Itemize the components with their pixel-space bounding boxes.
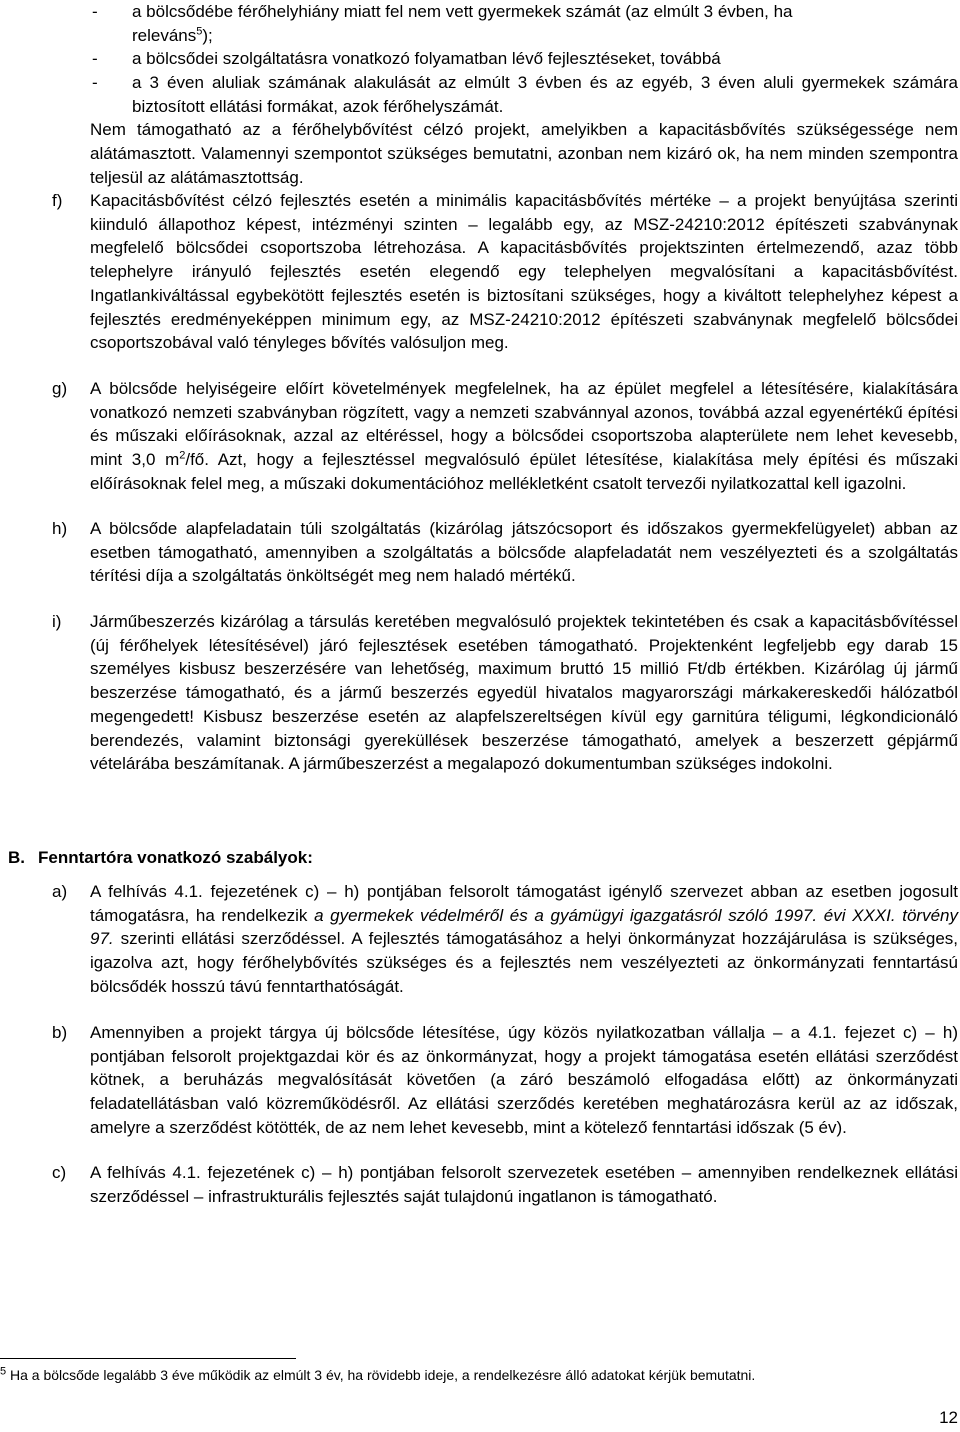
- list-text-tail: );: [202, 25, 213, 45]
- list-text-line-1: releváns: [132, 25, 197, 45]
- list-marker: c): [52, 1163, 67, 1182]
- list-marker: -: [92, 73, 98, 92]
- footnote-divider: [0, 1358, 296, 1359]
- list-marker: f): [52, 191, 63, 210]
- page-number: 12: [939, 1408, 958, 1427]
- list-item-text: Kapacitásbővítést célzó fejlesztés esetén a minimális kapacitásbővítés mértéke – a projekt benyújtása szerinti kiinduló állapothoz képest, intézményi szinten – legalább egy, az MSZ-24210:2012 építészeti szabványnak megfelelő bölcsődei csoportszoba létrehozása. A kapacitásbővítés projektszinten értelmezendő, azaz több telephelyre irányuló fejlesztés esetén elegendő egy telephelyen megvalósítani a kapacitásbővítést. Ingatlankiváltással egybekötött fejlesztés esetén is biztosítani szükséges, hogy a kiváltott telephelyhez képest a fejlesztés eredményeképpen minimum egy, az MSZ-24210:2012 építészeti szabványnak megfelelő bölcsődei csoportszobával való tényleges bővítés valósuljon meg.: [90, 191, 958, 353]
- footnote: [0, 1366, 755, 1384]
- list-item-text: a bölcsődei szolgáltatásra vonatkozó folyamatban lévő fejlesztéseket, továbbá: [132, 49, 721, 68]
- list-item-text: a 3 éven aluliak számának alakulását az elmúlt 3 évben és az egyéb, 3 éven aluli gyermekek számára biztosított ellátási formákat, azok férőhelyszámát.: [132, 73, 958, 116]
- superscript: 2: [179, 449, 186, 462]
- list-item-text: A bölcsőde alapfeladatain túli szolgáltatás (kizárólag játszócsoport és időszakos gyermekfelügyelet) abban az esetben támogatható, amennyiben a szolgáltatás a bölcsőde alapfeladatát nem veszélyezteti és a szolgáltatás térítési díja a szolgáltatás önköltségét meg nem haladó mértékű.: [90, 519, 958, 586]
- list-marker: b): [52, 1023, 68, 1042]
- section-title: Fenntartóra vonatkozó szabályok:: [38, 848, 313, 867]
- list-item-text: Amennyiben a projekt tárgya új bölcsőde létesítése, úgy közös nyilatkozatban vállalja – a 4.1. fejezet c) – h) pontjában felsorolt projektgazdai kör és az önkormányzat, hogy a projekt támogatása esetén ellátási szerződést kötnek, a beruházás megvalósítását követően (a záró beszámoló elfogadása előtt) az önkormányzati feladatellátásban való közreműködésről. Az ellátási szerződés keretében meghatározásra kerül az az időszak, amelyre a szerződést kötötték, de az nem lehet kevesebb, mint a kötelező fenntartási időszak (5 év).: [90, 1023, 958, 1137]
- note-paragraph: Nem támogatható az a férőhelybővítést célzó projekt, amelyikben a kapacitásbővítés szükségessége nem alátámasztott. Valamennyi szempontot szükséges bemutatni, azonban nem kizáró ok, ha nem minden szempontra teljesül az alátámasztottság.: [90, 120, 958, 187]
- list-marker: h): [52, 519, 68, 538]
- list-marker: a): [52, 882, 68, 901]
- list-marker: i): [52, 612, 62, 631]
- list-marker: -: [92, 2, 98, 21]
- list-item-text: [132, 0, 958, 47]
- list-item-text: [90, 880, 958, 999]
- list-marker: -: [92, 49, 98, 68]
- text-run: A felhívás 4.1. fejezetének c) – h) pontjában felsorolt támogatást igénylő szervezet abban az esetben jogosult támogatásra, ha rendelkezik: [90, 882, 958, 925]
- list-text-line: a bölcsődébe férőhelyhiány miatt fel nem vett gyermekek számát (az elmúlt 3 évben, ha: [132, 2, 793, 21]
- text-run: A bölcsőde helyiségeire előírt követelmények megfelelnek, ha az épület megfelel a létesítésére, kialakítására vonatkozó nemzeti szabványban rögzített, vagy a nemzeti szabvánnyal azonos, továbbá azzal egyenértékű építési és műszaki előírásoknak, azzal az eltéréssel, hogy a bölcsődei csoportszoba alapterülete nem lehet kevesebb, mint 3,0 m: [90, 379, 958, 470]
- law-reference: a gyermekek védelméről és a gyámügyi igazgatásról szóló 1997. évi XXXI. törvény 97.: [90, 905, 958, 949]
- section-heading: [8, 846, 313, 870]
- list-marker: g): [52, 379, 68, 398]
- text-run: /fő. Azt, hogy a fejlesztéssel megvalósuló épület létesítése, kialakítása mely építési és műszaki előírásoknak felel meg, a műszaki dokumentációhoz mellékletként csatolt tervezői nyilatkozattal kell igazolni.: [90, 450, 958, 493]
- text-run: szerinti ellátási szerződéssel. A fejlesztés támogatásához a helyi önkormányzat hozzájárulása is szükséges, igazolva azt, hogy férőhelybővítés szükséges és a fejlesztés nem veszélyezteti az önkormányzati fenntartású bölcsődék hosszú távú fenntarthatóságát.: [90, 929, 958, 996]
- list-item-text: A felhívás 4.1. fejezetének c) – h) pontjában felsorolt szervezetek esetében – amennyiben rendelkeznek ellátási szerződéssel – infrastrukturális fejlesztés saját tulajdonú ingatlanon is támogatható.: [90, 1163, 958, 1206]
- section-marker: B.: [8, 848, 25, 867]
- list-text-line: [132, 24, 213, 48]
- footnote-ref[interactable]: 5: [196, 25, 203, 38]
- list-item-text: Járműbeszerzés kizárólag a társulás keretében megvalósuló projektek tekintetében és csak a kapacitásbővítéssel (új férőhelyek létesítésével) járó fejlesztések esetében támogatható. Projektenként legfeljebb egy darab 15 személyes kisbusz beszerzésére van lehetőség, maximum bruttó 15 millió Ft/db értékben. Kizárólag új jármű beszerzése támogatható, és a jármű beszerzés egyedül hivatalos magyarországi márkakereskedői hálózatból megengedett! Kisbusz beszerzése esetén az alapfelszereltségen kívül egy garnitúra téligumi, légkondicionáló berendezés, valamint biztonsági gyereküllések beszerzése támogatható, amelyek a beszerzett gépjármű vételárába beszámítanak. A járműbeszerzést a megalapozó dokumentumban szükséges indokolni.: [90, 612, 958, 774]
- footnote-text: Ha a bölcsőde legalább 3 éve működik az elmúlt 3 év, ha rövidebb ideje, a rendelkezésre álló adatokat kérjük bemutatni.: [10, 1367, 756, 1383]
- list-item-text: [90, 377, 958, 496]
- footnote-mark: 5: [0, 1365, 7, 1378]
